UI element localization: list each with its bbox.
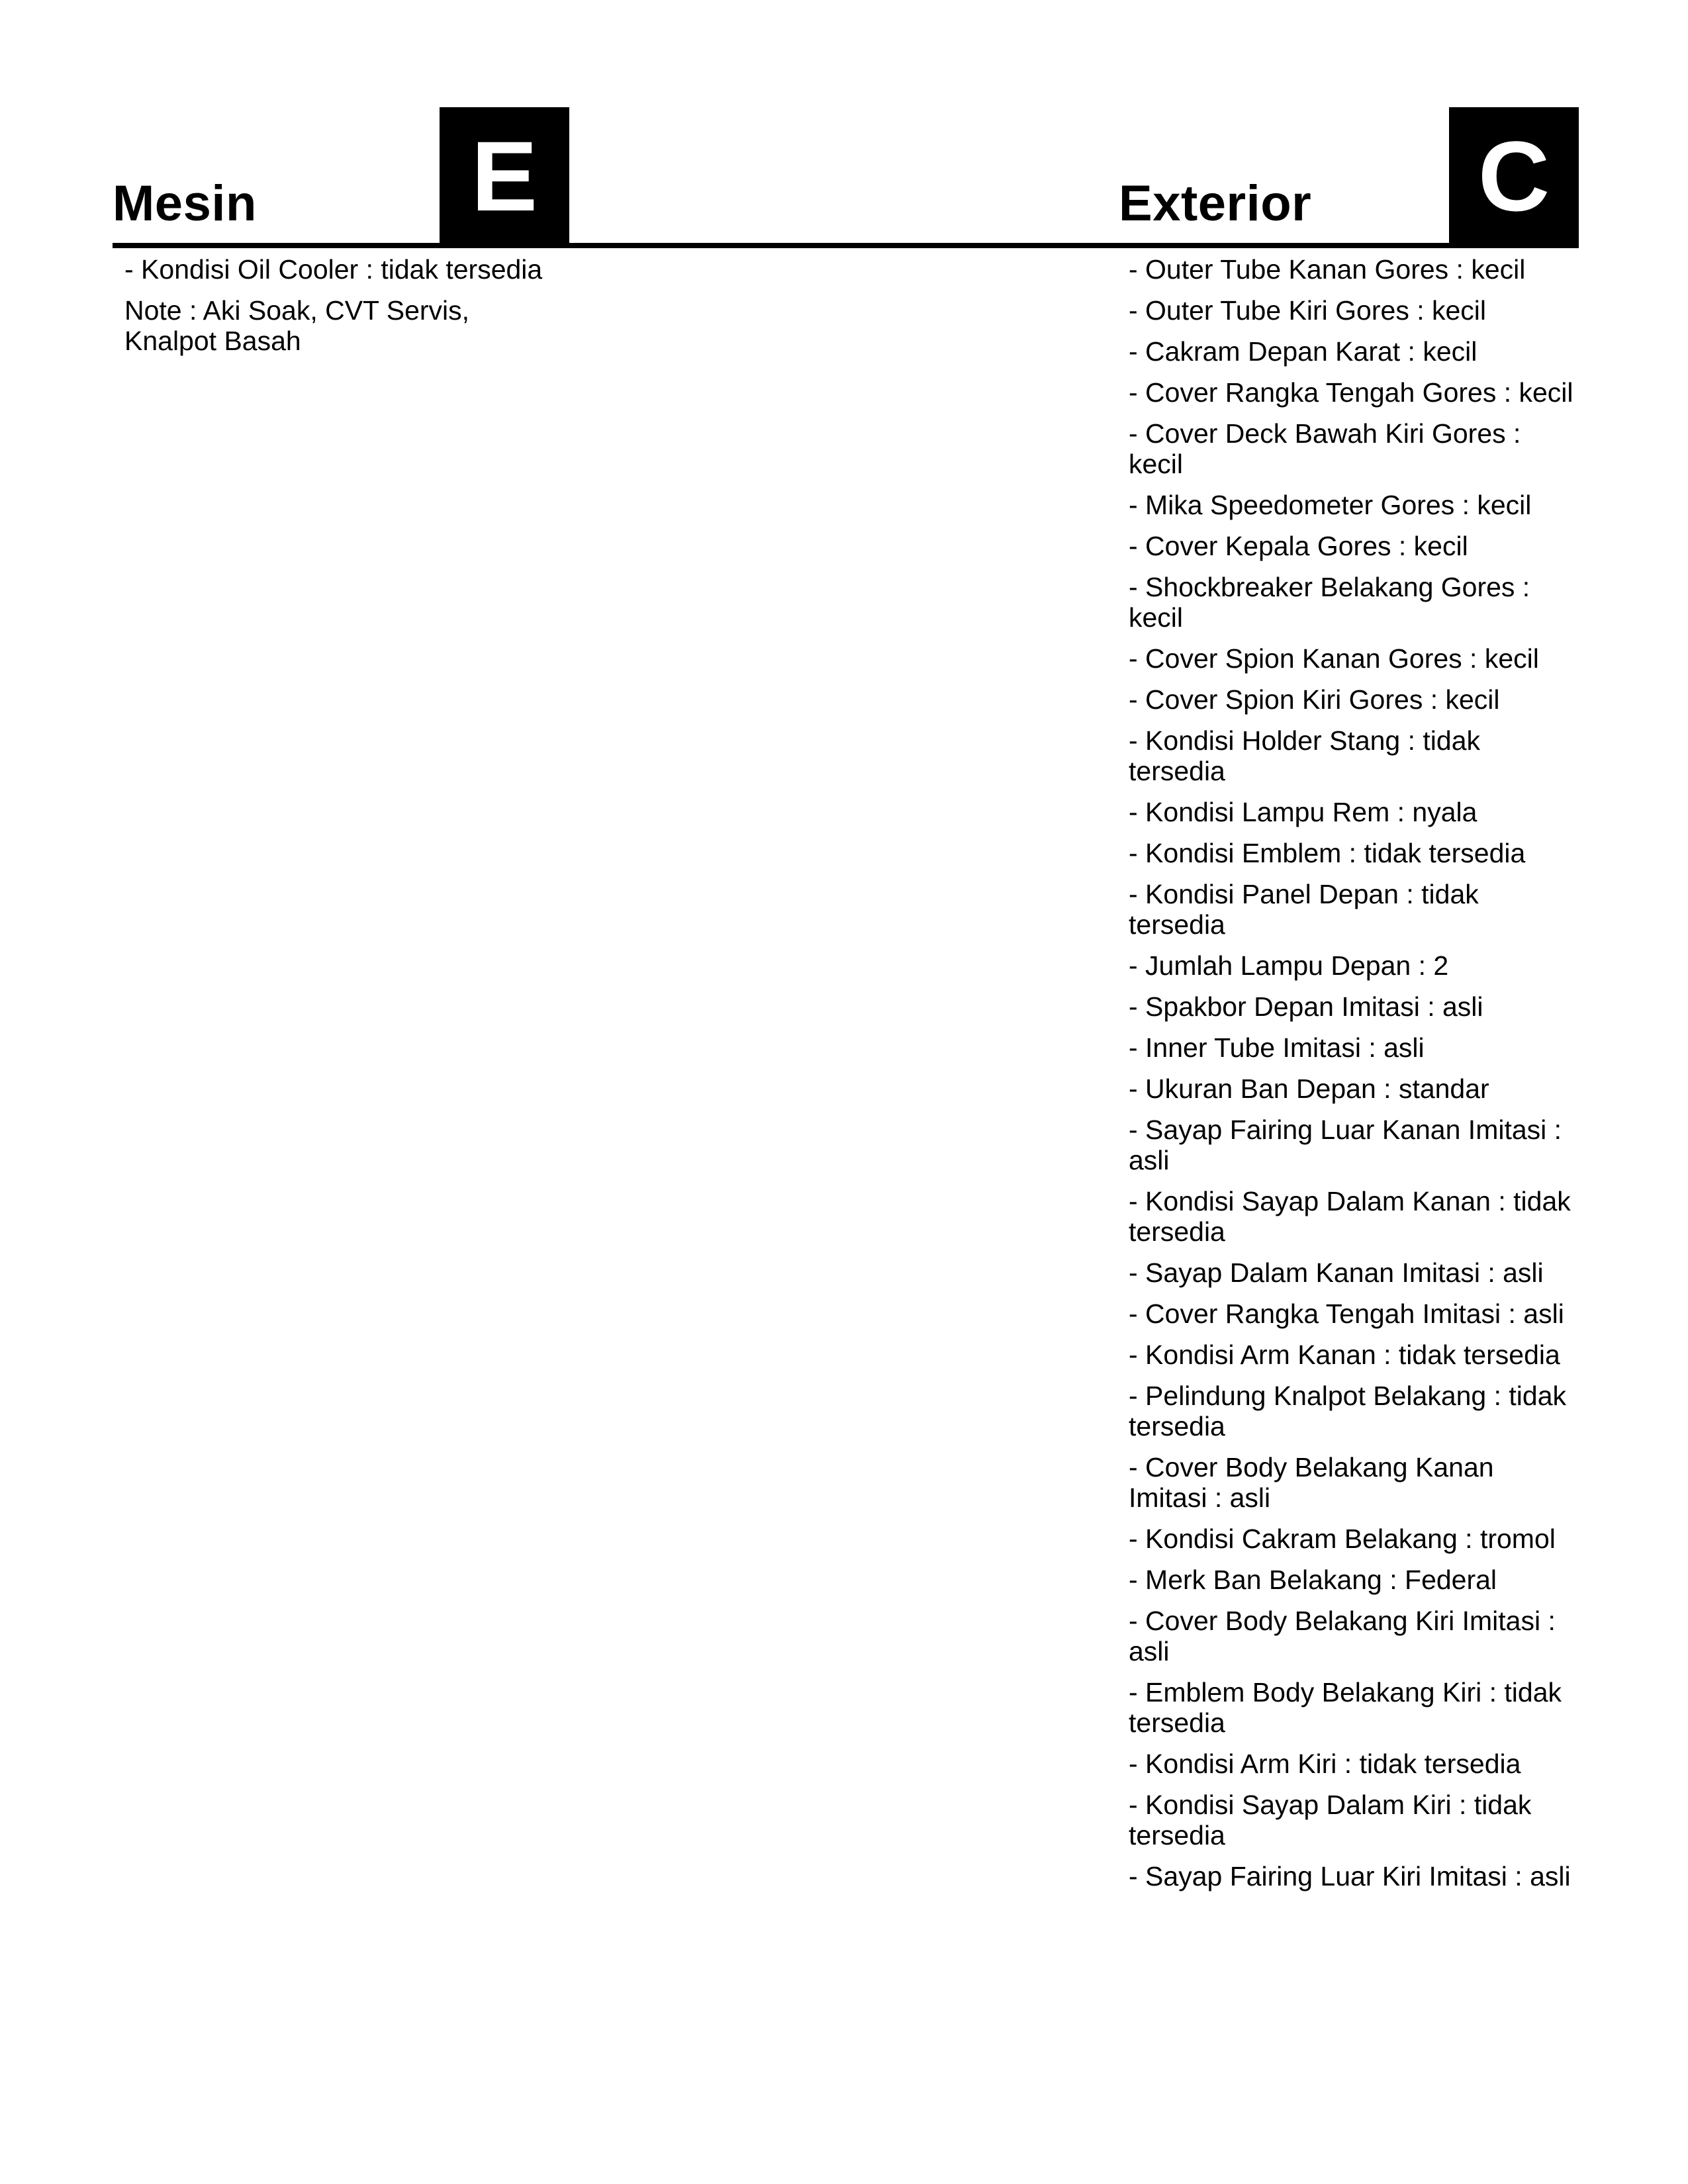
exterior-item: - Kondisi Lampu Rem : nyala [1129, 797, 1477, 827]
exterior-item: - Cakram Depan Karat : kecil [1129, 336, 1477, 367]
exterior-item: - Outer Tube Kiri Gores : kecil [1129, 295, 1487, 326]
exterior-item: - Cover Rangka Tengah Imitasi : asli [1129, 1298, 1564, 1329]
exterior-item: - Kondisi Sayap Dalam Kiri : tidak tersedia [1129, 1790, 1532, 1850]
exterior-grade-badge: C [1449, 107, 1579, 245]
exterior-item: - Ukuran Ban Depan : standar [1129, 1073, 1489, 1104]
exterior-item: - Cover Deck Bawah Kiri Gores : kecil [1129, 418, 1521, 479]
exterior-item: - Sayap Fairing Luar Kiri Imitasi : asli [1129, 1861, 1571, 1891]
exterior-item: - Cover Body Belakang Kanan Imitasi : asli [1129, 1452, 1494, 1513]
exterior-item: - Cover Body Belakang Kiri Imitasi : asli [1129, 1606, 1556, 1666]
exterior-item: - Emblem Body Belakang Kiri : tidak tersedia [1129, 1677, 1562, 1738]
exterior-item: - Sayap Dalam Kanan Imitasi : asli [1129, 1257, 1544, 1288]
exterior-item: - Kondisi Arm Kanan : tidak tersedia [1129, 1340, 1560, 1370]
exterior-section-title: Exterior [1119, 175, 1312, 232]
exterior-item: - Shockbreaker Belakang Gores : kecil [1129, 572, 1530, 633]
exterior-item: - Kondisi Cakram Belakang : tromol [1129, 1524, 1556, 1554]
exterior-item: - Sayap Fairing Luar Kanan Imitasi : asli [1129, 1115, 1562, 1175]
mesin-grade-badge: E [440, 107, 569, 245]
exterior-item: - Kondisi Emblem : tidak tersedia [1129, 838, 1526, 868]
exterior-item: - Pelindung Knalpot Belakang : tidak tersedia [1129, 1381, 1567, 1441]
exterior-item: - Cover Spion Kanan Gores : kecil [1129, 643, 1539, 674]
exterior-item: - Inner Tube Imitasi : asli [1129, 1032, 1425, 1063]
exterior-item: - Jumlah Lampu Depan : 2 [1129, 950, 1449, 981]
mesin-column [124, 254, 548, 356]
mesin-section-title: Mesin [113, 175, 257, 232]
mesin-item: - Kondisi Oil Cooler : tidak tersedia [124, 254, 543, 285]
exterior-item: - Cover Rangka Tengah Gores : kecil [1129, 377, 1573, 408]
exterior-item: - Kondisi Panel Depan : tidak tersedia [1129, 879, 1479, 940]
exterior-column [1129, 254, 1579, 1902]
exterior-item: - Kondisi Sayap Dalam Kanan : tidak tersedia [1129, 1186, 1571, 1247]
header-divider [113, 243, 1579, 248]
exterior-item: - Merk Ban Belakang : Federal [1129, 1565, 1497, 1595]
exterior-item: - Kondisi Arm Kiri : tidak tersedia [1129, 1749, 1521, 1779]
exterior-item: - Cover Spion Kiri Gores : kecil [1129, 684, 1500, 715]
exterior-item: - Kondisi Holder Stang : tidak tersedia [1129, 725, 1480, 786]
exterior-item: - Spakbor Depan Imitasi : asli [1129, 991, 1483, 1022]
exterior-item: - Cover Kepala Gores : kecil [1129, 531, 1468, 561]
exterior-item: - Outer Tube Kanan Gores : kecil [1129, 254, 1526, 285]
mesin-note: Note : Aki Soak, CVT Servis, Knalpot Basah [124, 295, 470, 356]
exterior-item: - Mika Speedometer Gores : kecil [1129, 490, 1532, 520]
